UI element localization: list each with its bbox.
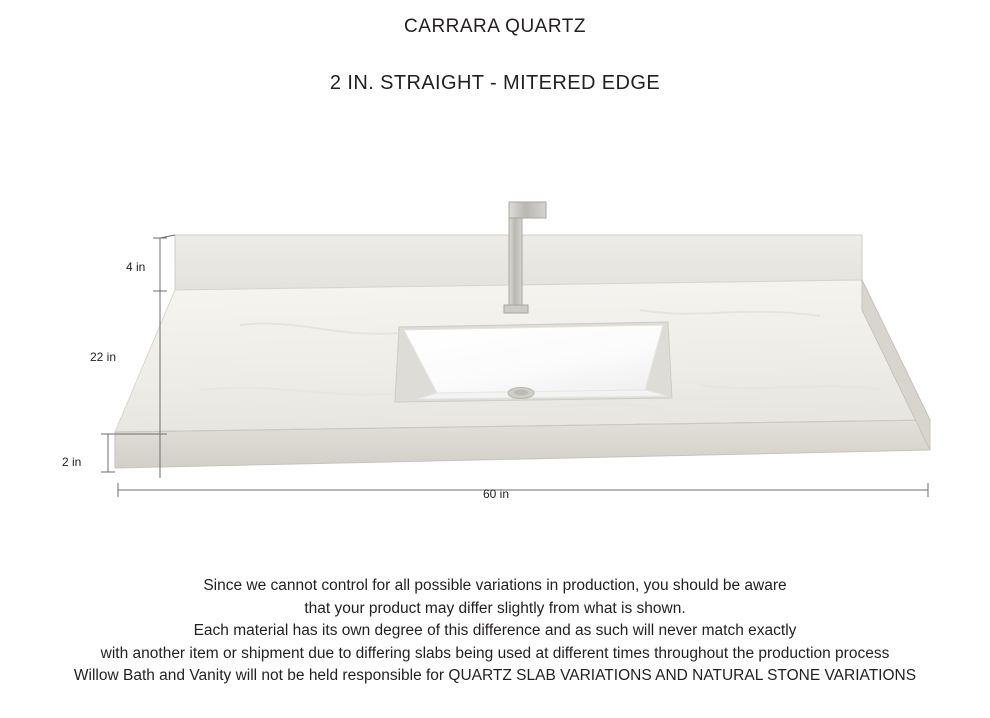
dimension-label-backsplash-height: 4 in [126, 260, 146, 274]
disclaimer-line-1: Since we cannot control for all possible variations in production, you should be aware [203, 577, 787, 594]
page-title: CARRARA QUARTZ [404, 16, 586, 37]
sink-basin [395, 322, 672, 402]
disclaimer-line-3: Each material has its own degree of this difference and as such will never match exactly [193, 622, 797, 639]
page-subtitle: 2 IN. STRAIGHT - MITERED EDGE [329, 72, 661, 94]
vanity-top-diagram [0, 150, 990, 520]
disclaimer-line-2: that your product may differ slightly from what is shown. [304, 599, 686, 617]
dimension-label-thickness: 2 in [62, 455, 82, 469]
disclaimer-line-4: with another item or shipment due to differing slabs being used at different times throughout the production process [100, 644, 890, 662]
dimension-label-depth: 22 in [90, 350, 117, 364]
disclaimer-text [0, 575, 990, 688]
disclaimer-line-5: Willow Bath and Vanity will not be held responsible for QUARTZ SLAB VARIATIONS AND NATURAL STONE VARIATIONS [73, 667, 917, 684]
dimension-label-width: 60 in [483, 487, 510, 501]
